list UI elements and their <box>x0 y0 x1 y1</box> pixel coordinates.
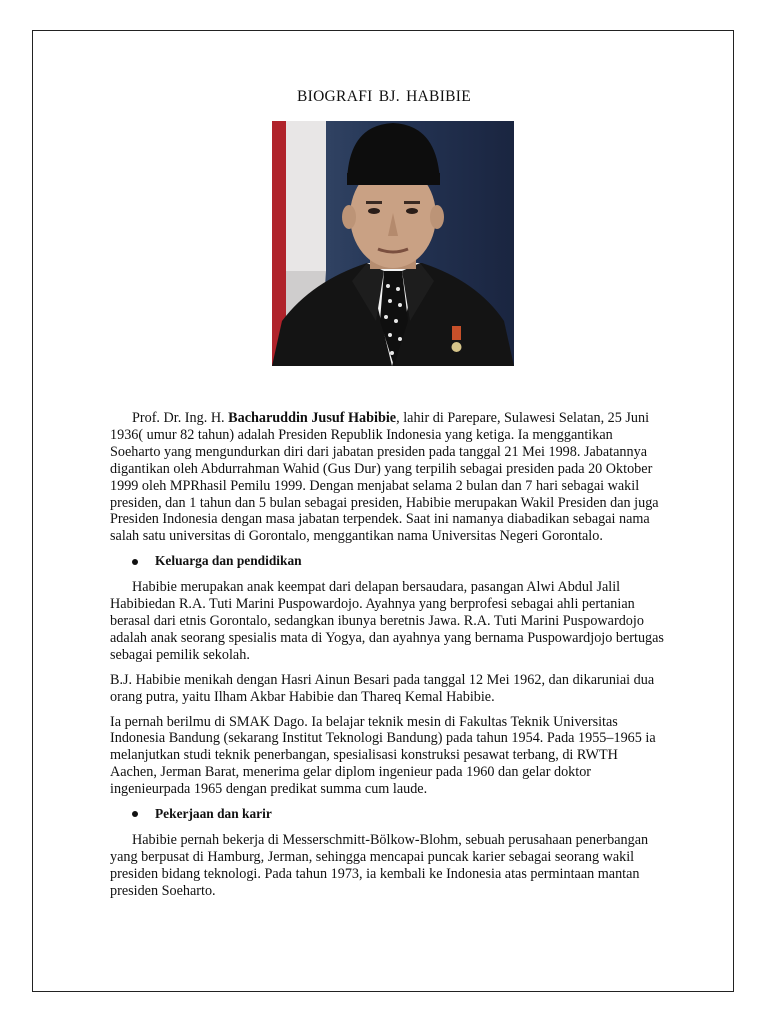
education-paragraph: Ia pernah berilmu di SMAK Dago. Ia belajar teknik mesin di Fakultas Teknik Universitas Indonesia Bandung (sekarang Institut Teknologi Bandung) pada tahun 1954. Pada 1955–1965 ia melanjutkan studi teknik penerbangan, spesialisasi konstruksi pesawat terbang, di RWTH Aachen, Jerman Barat, menerima gelar diplom ingenieur pada 1960 dan gelar doktor ingenieurpada 1965 dengan predikat summa cum laude. <box>110 713 656 798</box>
bullet-icon <box>132 811 138 817</box>
document-title: BIOGRAFI BJ. HABIBIE <box>296 88 472 105</box>
career-paragraph: Habibie pernah bekerja di Messerschmitt-Bölkow-Blohm, sebuah perusahaan penerbangan yang berpusat di Hamburg, Jerman, sehingga mencapai puncak karier sebagai seorang wakil presiden bidang teknologi. Pada tahun 1973, ia kembali ke Indonesia atas permintaan mantan presiden Soeharto. <box>110 831 649 899</box>
family-paragraph-2: B.J. Habibie menikah dengan Hasri Ainun Besari pada tanggal 12 Mei 1962, dan dikaruniai dua orang putra, yaitu Ilham Akbar Habibie dan Thareq Kemal Habibie. <box>110 671 655 705</box>
section-heading-family-education <box>132 553 666 570</box>
document-body <box>110 410 666 908</box>
section-heading-label: Pekerjaan dan karir <box>155 806 272 822</box>
intro-prefix: Prof. Dr. Ing. H. <box>132 410 229 426</box>
section-heading-label: Keluarga dan pendidikan <box>155 553 302 569</box>
intro-paragraph <box>110 410 666 545</box>
portrait-photo <box>272 121 514 366</box>
family-paragraph-1: Habibie merupakan anak keempat dari delapan bersaudara, pasangan Alwi Abdul Jalil Habibiedan R.A. Tuti Marini Puspowardojo. Ayahnya yang berprofesi sebagai ahli pertanian berasal dari etnis Gorontalo, sedangkan ibunya beretnis Jawa. R.A. Tuti Marini Puspowardojo adalah anak seorang spesialis mata di Yogya, dan ayahnya yang bernama Puspowardjojo bertugas sebagai pemilik sekolah. <box>110 579 664 663</box>
portrait-illustration <box>272 121 514 366</box>
section-heading-career <box>132 806 666 823</box>
intro-name: Bacharuddin Jusuf Habibie <box>228 410 397 426</box>
intro-rest: , lahir di Parepare, Sulawesi Selatan, 25 Juni 1936( umur 82 tahun) adalah Presiden Republik Indonesia yang ketiga. Ia menggantikan Soeharto yang mengundurkan diri dari jabatan presiden pada tanggal 21 Mei 1998. Jabatannya digantikan oleh Abdurrahman Wahid (Gus Dur) yang terpilih sebagai presiden pada 20 Oktober 1999 oleh MPRhasil Pemilu 1999. Dengan menjabat selama 2 bulan dan 7 hari sebagai wakil presiden, dan 1 tahun dan 5 bulan sebagai presiden, Habibie merupakan Wakil Presiden dan juga Presiden Indonesia dengan masa jabatan terpendek. Saat ini namanya diabadikan sebagai nama salah satu universitas di Gorontalo, menggantikan nama Universitas Negeri Gorontalo. <box>110 410 659 545</box>
bullet-icon <box>132 559 138 565</box>
